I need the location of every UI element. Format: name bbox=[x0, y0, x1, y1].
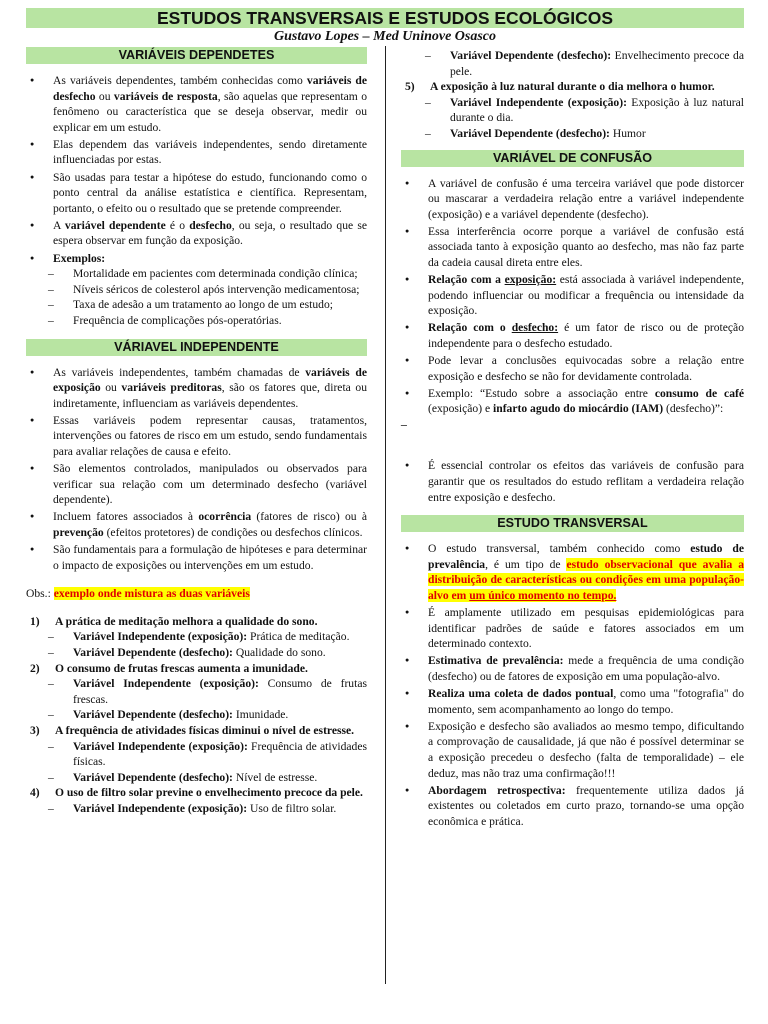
example-4-continued bbox=[403, 48, 744, 79]
list-item: – Níveis séricos de colesterol após intervenção medicamentosa; bbox=[26, 282, 367, 298]
text: Uso de filtro solar. bbox=[247, 801, 337, 815]
bold-underlined-term: desfecho: bbox=[511, 321, 559, 335]
bold-underlined-term: exposição: bbox=[504, 273, 557, 287]
list-item: ● A variável de confusão é uma terceira variável que pode distorcer ou mascarar a verdadeira relação entre a variável independente (exposição) e a variável dependente (desfecho). bbox=[401, 176, 744, 223]
bold-term: Variável Independente (exposição): bbox=[450, 95, 627, 109]
list-item bbox=[401, 783, 744, 830]
bold-term: Relação com o bbox=[428, 321, 512, 335]
dependentes-list bbox=[26, 73, 367, 329]
obs-highlight: exemplo onde mistura as duas variáveis bbox=[53, 587, 250, 601]
bold-term: variáveis de resposta bbox=[113, 89, 218, 103]
obs-label: Obs.: bbox=[26, 587, 54, 601]
list-item: – Mortalidade em pacientes com determinada condição clínica; bbox=[26, 266, 367, 282]
example-number: 1) bbox=[30, 614, 40, 628]
section-heading-dependentes: VARIÁVEIS DEPENDETES bbox=[26, 47, 367, 64]
bold-term: Variável Dependente (desfecho): bbox=[73, 646, 233, 659]
obs-note bbox=[26, 586, 367, 602]
text: , são aquelas que representam o fenômeno ou característica que se deseja observar, medir ou explicar em um estudo. bbox=[53, 89, 368, 134]
example-item bbox=[26, 723, 367, 785]
bold-term: Estimativa de prevalência: bbox=[428, 654, 564, 668]
text: Frequência de atividades físicas. bbox=[73, 739, 367, 769]
text: (fatores de risco) ou à bbox=[251, 510, 367, 524]
bold-term: prevenção bbox=[53, 525, 104, 539]
list-item bbox=[26, 707, 367, 723]
bold-term: variáveis de exposição bbox=[53, 365, 367, 395]
example-item bbox=[401, 79, 744, 141]
list-item bbox=[26, 251, 367, 329]
confusao-list bbox=[401, 176, 744, 417]
bold-term: Realiza uma coleta de dados pontual bbox=[428, 687, 614, 701]
list-item bbox=[401, 386, 744, 417]
example-item bbox=[26, 785, 367, 816]
list-item bbox=[26, 645, 367, 661]
text: Envelhecimento precoce da pele. bbox=[450, 49, 744, 78]
example-item bbox=[26, 614, 367, 661]
author-line: Gustavo Lopes – Med Uninove Osasco bbox=[273, 29, 497, 44]
bold-term: ocorrência bbox=[198, 510, 252, 524]
bold-term: variável dependente bbox=[64, 218, 166, 232]
list-item bbox=[401, 541, 744, 603]
text: Nível de estresse. bbox=[232, 770, 318, 784]
example-head: A prática de meditação melhora a qualidade do sono. bbox=[55, 614, 318, 628]
list-item bbox=[403, 48, 744, 79]
text: (desfecho)”: bbox=[663, 402, 724, 416]
text: Qualidade do sono. bbox=[232, 646, 326, 659]
list-item bbox=[401, 686, 744, 717]
list-item bbox=[26, 509, 367, 540]
list-item: ● Pode levar a conclusões equivocadas sobre a relação entre exposição e desfecho se não for devidamente controlada. bbox=[401, 353, 744, 384]
text: , são os fatores que, direta ou indiretamente, influenciam as variáveis dependentes. bbox=[53, 381, 367, 410]
list-item: ● Essas variáveis podem representar causas, tratamentos, intervenções ou fatores de risco em um estudo, sendo fundamentais para avaliar relações de causa e efeito. bbox=[26, 413, 367, 460]
column-divider bbox=[385, 46, 386, 984]
example-head: O consumo de frutas frescas aumenta a imunidade. bbox=[55, 661, 308, 675]
bold-term: Variável Independente (exposição): bbox=[73, 739, 248, 753]
text: Consumo de frutas frescas. bbox=[73, 677, 367, 706]
list-item bbox=[401, 320, 744, 351]
page-title: ESTUDOS TRANSVERSAIS E ESTUDOS ECOLÓGICOS bbox=[26, 8, 744, 28]
bold-term: Variável Independente (exposição): bbox=[73, 677, 259, 691]
bold-term: Relação com a bbox=[428, 273, 505, 287]
highlighted-underlined-text: um único momento no tempo. bbox=[469, 589, 617, 603]
example-number: 3) bbox=[30, 723, 40, 737]
spacer bbox=[401, 418, 744, 458]
section-heading-confusao: VARIÁVEL DE CONFUSÃO bbox=[401, 150, 744, 167]
example-number: 2) bbox=[30, 661, 40, 675]
section-heading-independente: VÁRIAVEL INDEPENDENTE bbox=[26, 339, 367, 356]
list-item bbox=[26, 629, 367, 645]
text: As variáveis independentes, também chamadas de bbox=[53, 365, 306, 379]
text: ou bbox=[95, 89, 114, 103]
example-number: 4) bbox=[30, 786, 40, 800]
bold-term: Exemplos: bbox=[53, 251, 106, 265]
list-item: ● Elas dependem das variáveis independentes, sendo diretamente influenciadas por estas. bbox=[26, 137, 367, 168]
list-item bbox=[403, 95, 744, 126]
examples-list bbox=[26, 614, 367, 817]
confusao-list-end bbox=[401, 458, 744, 505]
text: frequentemente utiliza dados já existentes ou coletados em curto prazo, tornando-se uma opção econômica e prática. bbox=[428, 783, 744, 828]
left-column bbox=[26, 47, 367, 817]
list-item: ● É essencial controlar os efeitos das variáveis de confusão para garantir que os resultados do estudo reflitam a verdadeira relação entre exposição e desfecho. bbox=[401, 458, 744, 505]
example-item bbox=[26, 661, 367, 723]
right-column bbox=[401, 48, 744, 831]
bold-term: consumo de café bbox=[654, 386, 744, 400]
example-head: A frequência de atividades físicas diminui o nível de estresse. bbox=[55, 723, 355, 737]
example-head: O uso de filtro solar previne o envelhecimento precoce da pele. bbox=[55, 786, 363, 800]
text: Exemplo: “Estudo sobre a associação entre bbox=[428, 386, 655, 400]
bold-term: Variável Dependente (desfecho): bbox=[73, 708, 233, 722]
exemplos-list bbox=[26, 266, 367, 328]
list-item bbox=[403, 126, 744, 142]
section-heading-transversal: ESTUDO TRANSVERSAL bbox=[401, 515, 744, 532]
text: é um fator de risco ou de proteção independente para o desfecho estudado. bbox=[428, 321, 744, 350]
text: Humor bbox=[609, 126, 646, 140]
list-item bbox=[26, 73, 367, 135]
example-head: A exposição à luz natural durante o dia melhora o humor. bbox=[430, 80, 715, 94]
list-item bbox=[26, 801, 367, 817]
list-item: ● Essa interferência ocorre porque a variável de confusão está associada tanto à exposição quanto ao desfecho, mas não faz parte da cadeia causal direta entre eles. bbox=[401, 224, 744, 271]
text: Imunidade. bbox=[232, 708, 289, 722]
list-item bbox=[26, 676, 367, 707]
list-item bbox=[401, 653, 744, 684]
bold-term: Variável Independente (exposição): bbox=[73, 801, 248, 815]
list-item bbox=[26, 770, 367, 786]
transversal-list bbox=[401, 541, 744, 829]
bold-term: variáveis preditoras bbox=[121, 381, 222, 395]
text: (efeitos protetores) de condições ou desfechos clínicos. bbox=[103, 525, 363, 539]
list-item: ● São elementos controlados, manipulados ou observados para verificar sua relação com um determinado desfecho (variável dependente). bbox=[26, 461, 367, 508]
example-number: 5) bbox=[405, 80, 415, 94]
text: ou bbox=[100, 381, 122, 395]
list-item bbox=[26, 365, 367, 412]
list-item: – Frequência de complicações pós-operatórias. bbox=[26, 313, 367, 329]
text: mede a frequência de uma condição (desfecho) ou de fatores de exposição em uma população-alvo. bbox=[428, 654, 744, 683]
bold-term: estudo de prevalência bbox=[428, 542, 744, 571]
independente-list bbox=[26, 365, 367, 574]
bold-term: desfecho bbox=[189, 218, 232, 232]
bold-term: Abordagem retrospectiva: bbox=[428, 783, 566, 797]
list-item: ● São usadas para testar a hipótese do estudo, funcionando como o ponto central da análise estatística e científica. Representam, portanto, o efeito ou o resultado que se pretende compreender. bbox=[26, 170, 367, 217]
text: (exposição) e bbox=[428, 402, 494, 416]
bold-term: infarto agudo do miocárdio (IAM) bbox=[493, 402, 664, 416]
text: está associada à variável independente, podendo influenciar ou modificar a frequência ou intensidade da exposição. bbox=[428, 273, 744, 318]
text: O estudo transversal, também conhecido como bbox=[428, 542, 691, 556]
text: Incluem fatores associados à bbox=[53, 510, 199, 524]
list-item: ● São fundamentais para a formulação de hipóteses e para determinar o impacto de exposições ou intervenções em um estudo. bbox=[26, 542, 367, 573]
list-item bbox=[26, 218, 367, 249]
list-item: ● Exposição e desfecho são avaliados ao mesmo tempo, dificultando a comprovação de causalidade, já que não é possível determinar se a exposição precedeu o desfecho (falta de temporalidade) – ele deduz, mas não traz uma confirmação!!! bbox=[401, 719, 744, 781]
highlighted-text: estudo observacional que avalia a distribuição de características ou condições em uma população-alvo em bbox=[428, 557, 744, 603]
list-item bbox=[26, 739, 367, 770]
text: As variáveis dependentes, também conhecidas como bbox=[53, 74, 307, 87]
text: , ou seja, o resultado que se espera observar em função da exposição. bbox=[53, 218, 367, 248]
bold-term: Variável Independente (exposição): bbox=[73, 630, 248, 644]
examples-list-continued bbox=[401, 79, 744, 141]
bold-term: variáveis de desfecho bbox=[53, 74, 367, 103]
list-item: ● É amplamente utilizado em pesquisas epidemiológicas para identificar padrões de saúde e fatores associados em um determinado contexto. bbox=[401, 605, 744, 652]
text: Prática de meditação. bbox=[247, 630, 350, 644]
text: Exposição à luz natural durante o dia. bbox=[450, 95, 744, 125]
bold-term: Variável Dependente (desfecho): bbox=[450, 49, 612, 62]
list-item bbox=[401, 272, 744, 319]
text: é o bbox=[165, 218, 190, 232]
list-item: – Taxa de adesão a um tratamento ao longo de um estudo; bbox=[26, 297, 367, 313]
text: , é um tipo de bbox=[485, 557, 567, 571]
text: A bbox=[53, 218, 65, 232]
bold-term: Variável Dependente (desfecho): bbox=[450, 126, 610, 140]
text: , como uma "fotografia" do momento, sem acompanhamento ao longo do tempo. bbox=[428, 687, 744, 716]
bold-term: Variável Dependente (desfecho): bbox=[73, 770, 233, 784]
